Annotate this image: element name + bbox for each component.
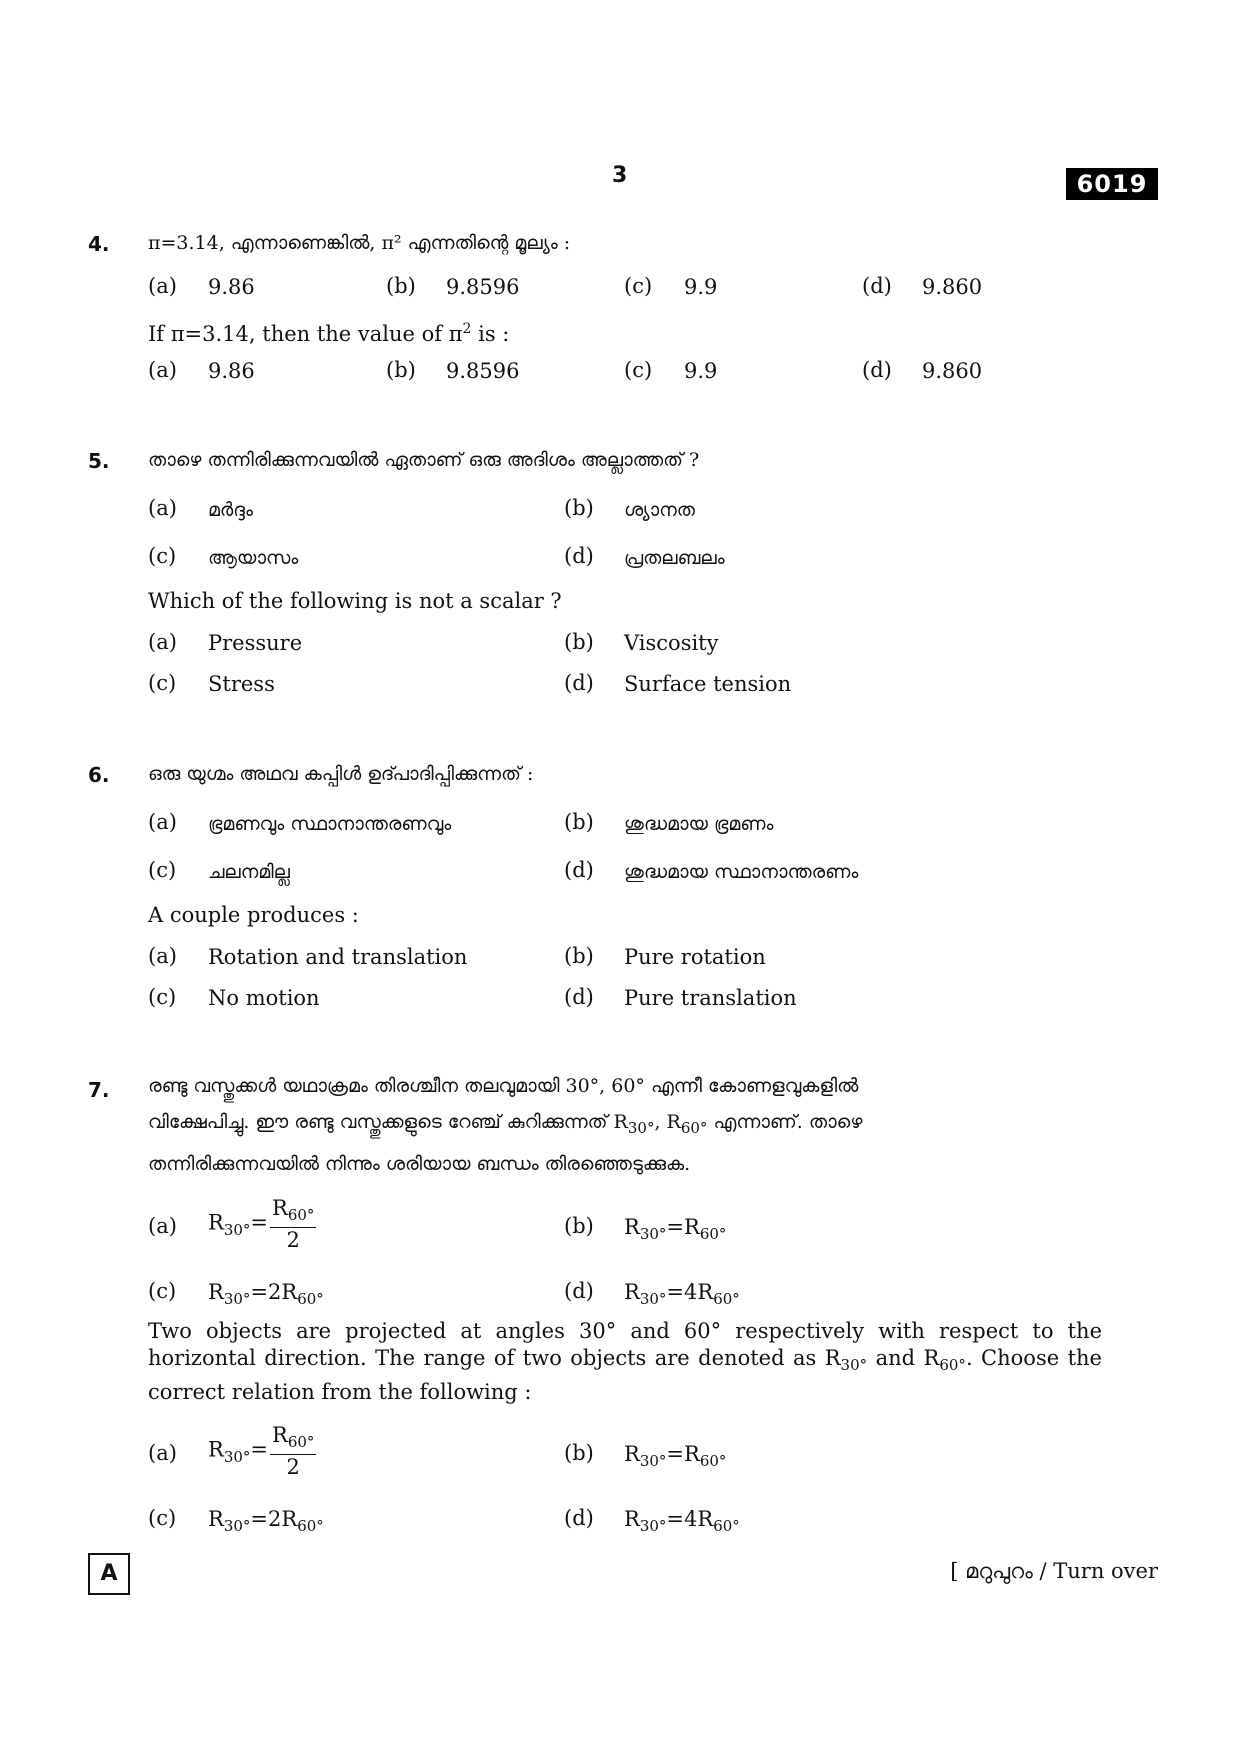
option-text: 9.860	[922, 359, 983, 383]
option-label: (b)	[564, 810, 594, 834]
option-label: (b)	[564, 1441, 594, 1465]
option-text: Pure rotation	[624, 945, 766, 969]
stem-line: വിക്ഷേപിച്ചു. ഈ രണ്ടു വസ്തുക്കളുടെ റേഞ്ച് കുറിക്കുന്നത് $R_{30^\circ}$, $R_{60^\circ}$ എന്നാണ്. താഴെ	[148, 1111, 863, 1137]
question-number: 4.	[88, 232, 110, 256]
option-label: (b)	[386, 358, 416, 382]
option-label: (b)	[386, 274, 416, 298]
option-label: (c)	[148, 671, 177, 695]
formula-c: $R_{30^\circ}=2R_{60^\circ}$	[208, 1507, 324, 1536]
option-label: (a)	[148, 274, 177, 298]
option-label: (b)	[564, 630, 594, 654]
option-text: 9.9	[684, 275, 718, 299]
option-label: (c)	[148, 1279, 177, 1303]
option-label: (d)	[564, 1506, 594, 1530]
option-label: (a)	[148, 358, 177, 382]
option-text: Pure translation	[624, 986, 797, 1010]
option-text: ആയാസം	[208, 547, 299, 569]
formula-c: $R_{30^\circ}=2R_{60^\circ}$	[208, 1280, 324, 1309]
option-label: (c)	[624, 358, 653, 382]
option-label: (d)	[862, 274, 892, 298]
option-text: ശുദ്ധമായ സ്ഥാനാന്തരണം	[624, 861, 859, 883]
option-text: 9.86	[208, 275, 255, 299]
page-number: 3	[612, 163, 628, 188]
option-text: Viscosity	[624, 631, 719, 655]
option-label: (d)	[564, 858, 594, 882]
option-text: No motion	[208, 986, 320, 1010]
option-label: (c)	[148, 858, 177, 882]
question-stem-en	[148, 316, 509, 348]
question-stem-en: Which of the following is not a scalar ?	[148, 589, 562, 613]
option-label: (d)	[862, 358, 892, 382]
option-label: (b)	[564, 496, 594, 520]
question-stem-en: A couple produces :	[148, 903, 359, 927]
option-label: (c)	[148, 1506, 177, 1530]
option-text: 9.9	[684, 359, 718, 383]
question-stem-ml	[148, 1068, 1108, 1182]
formula-b: $R_{30^\circ}=R_{60^\circ}$	[624, 1442, 727, 1471]
option-label: (a)	[148, 1214, 177, 1238]
option-label: (c)	[148, 985, 177, 1009]
option-text: 9.8596	[446, 359, 520, 383]
paper-code-badge: 6019	[1066, 168, 1158, 200]
option-text: Surface tension	[624, 672, 792, 696]
formula-b: $R_{30^\circ}=R_{60^\circ}$	[624, 1215, 727, 1244]
question-stem-ml: π=3.14, എന്നാണെങ്കിൽ, π² എന്നതിന്റെ മൂല്യം :	[148, 232, 571, 254]
question-stem-en: Two objects are projected at angles 30° and 60° respectively with respect to the horizontal direction. The range of two objects are denoted as $R_{30^\circ}$ and $R_{60^\circ}$. Choose the correct relation from the following :	[148, 1319, 1102, 1405]
option-text: മർദ്ദം	[208, 499, 253, 521]
option-label: (d)	[564, 671, 594, 695]
option-label: (b)	[564, 944, 594, 968]
option-text: ഭ്രമണവും സ്ഥാനാന്തരണവും	[208, 813, 452, 835]
formula-d: $R_{30^\circ}=4R_{60^\circ}$	[624, 1507, 740, 1536]
option-label: (a)	[148, 944, 177, 968]
option-label: (c)	[624, 274, 653, 298]
stem-text: is :	[471, 322, 510, 346]
option-label: (d)	[564, 544, 594, 568]
option-text: 9.8596	[446, 275, 520, 299]
turn-over-text: [ മറുപുറം / Turn over	[950, 1559, 1158, 1583]
stem-line: രണ്ടു വസ്തുക്കൾ യഥാക്രമം തിരശ്ചീന തലവുമായി 30°, 60° എന്നീ കോണളവുകളിൽ	[148, 1075, 859, 1097]
formula-a: $R_{30^\circ}=$ $\frac{R_{60^\circ}}{2}$	[208, 1423, 315, 1480]
option-label: (a)	[148, 630, 177, 654]
formula-a: $R_{30^\circ}=$ $\frac{R_{60^\circ}}{2}$	[208, 1196, 315, 1253]
option-text: ശ്യാനത	[624, 499, 695, 521]
option-text: ചലനമില്ല	[208, 861, 290, 883]
version-box: A	[88, 1553, 130, 1595]
option-label: (a)	[148, 496, 177, 520]
option-label: (c)	[148, 544, 177, 568]
option-text: പ്രതലബലം	[624, 547, 725, 569]
option-label: (a)	[148, 810, 177, 834]
option-label: (b)	[564, 1214, 594, 1238]
stem-line: തന്നിരിക്കുന്നവയിൽ നിന്നും ശരിയായ ബന്ധം തിരഞ്ഞെടുക്കുക.	[148, 1152, 691, 1175]
superscript: 2	[462, 321, 472, 337]
question-number: 6.	[88, 763, 110, 787]
question-number: 5.	[88, 449, 110, 473]
option-text: Stress	[208, 672, 275, 696]
option-text: 9.860	[922, 275, 983, 299]
formula-d: $R_{30^\circ}=4R_{60^\circ}$	[624, 1280, 740, 1309]
question-stem-ml: താഴെ തന്നിരിക്കുന്നവയിൽ ഏതാണ് ഒരു അദിശം അല്ലാത്തത് ?	[148, 449, 700, 471]
question-stem-ml: ഒരു യുഗ്മം അഥവ കപ്പിൾ ഉദ്പാദിപ്പിക്കുന്നത് :	[148, 763, 534, 785]
option-text: 9.86	[208, 359, 255, 383]
option-label: (d)	[564, 1279, 594, 1303]
question-number: 7.	[88, 1078, 110, 1102]
option-label: (d)	[564, 985, 594, 1009]
stem-text: If π=3.14, then the value of π	[148, 322, 463, 346]
option-text: ശുദ്ധമായ ഭ്രമണം	[624, 813, 774, 835]
option-text: Pressure	[208, 631, 303, 655]
option-label: (a)	[148, 1441, 177, 1465]
option-text: Rotation and translation	[208, 945, 468, 969]
